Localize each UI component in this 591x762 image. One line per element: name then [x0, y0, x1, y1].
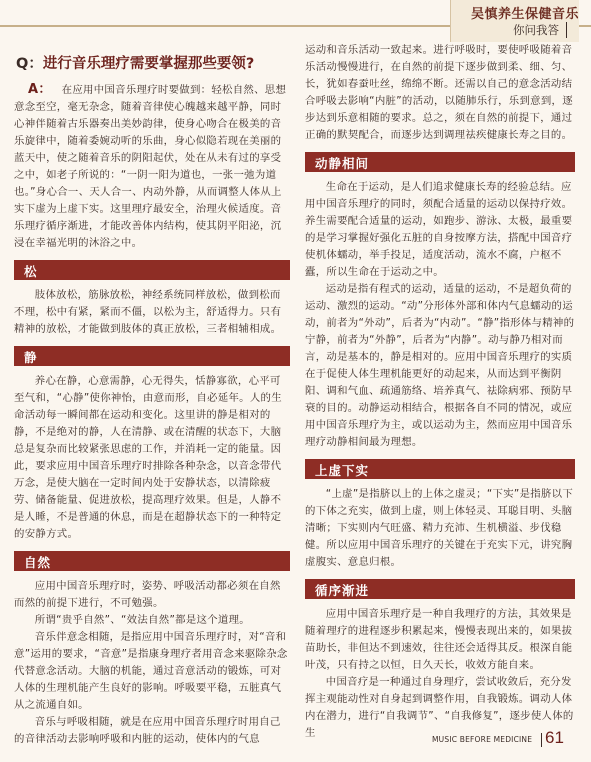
section-title: 上虚下实 — [315, 463, 370, 478]
left-column — [14, 44, 290, 748]
section-title: 自然 — [24, 555, 52, 570]
question-heading — [16, 52, 290, 73]
paragraph: 音乐与呼吸相随，就是在应用中国音乐理疗时用自己的音律活动去影响呼吸和内脏的运动，使体内的气息 — [14, 716, 281, 745]
section-heading-shangxu — [305, 459, 575, 479]
section-bar — [14, 260, 290, 280]
paragraph: 养心在静，心意需静，心无得失，恬静寡欲，心平可至气和，“心静”使你神怡，由意而形，自必延年。人的生命活动每一瞬间都在运动和变化。这里讲的静是相对的静，不是绝对的静，人在清静、或在清醒的状态下，大脑总是复杂而比较紧张思虑的工作，并消耗一定的能量。因此，要求应用中国音乐理疗时排除各种杂念，以音念带代万念，是使大脑在一定时间内处于安静状态，以清除疲劳、储备能量、促进放松，提高理疗效果。但是，人静不是人睡，不是普通的休息，而是在超静状态下的一种特定的安静方式。 — [14, 375, 282, 540]
paragraph: 所谓“贵乎自然”、“效法自然”都是这个道理。 — [34, 614, 250, 626]
section-heading-ziran — [14, 551, 290, 571]
section-title: 动静相间 — [315, 156, 370, 171]
paragraph: 中国音疗是一种通过自身理疗，尝试收敛后，充分发挥主观能动性对自身起到调整作用，自我锻炼。调动人体内在潜力，进行“自我调节”、“自我修复”，逐步使人体的生 — [305, 676, 574, 739]
section-bar — [14, 551, 290, 571]
answer-intro — [14, 81, 290, 252]
paragraph: 应用中国音乐理疗时，姿势、呼吸活动都必须在自然而然的前提下进行，不可勉强。 — [14, 580, 281, 609]
page-number: 61 — [545, 728, 564, 747]
section-heading-jing — [14, 346, 290, 366]
section-heading-xunxu — [305, 579, 575, 599]
paragraph: 音乐伴意念相随，是指应用中国音乐理疗时，对“音和意”运用的要求，“音意”是指康身理疗者用音念来驱除杂念代替意念活动。大脑的机能，通过音意活动的锻炼，可对人体的生理机能产生良好的影响。呼吸要平稳，五脏真气从之流通自如。 — [14, 631, 288, 711]
answer-intro-text: 在应用中国音乐理疗时要做到：轻松自然、思想意念至空，毫无杂念，随着音律使心魄越来越平静，同时心神伴随着古乐器奏出美妙韵律，使身心吻合在极美的音乐旋律中，随着委婉动听的乐曲，身心似隐若现在美丽的蓝天中，使之随着音乐的阴阳起伏，处在从未有过的享受之中，如老子所说的：“一阴一阳为道也，一张一弛为道也。”身心合一、天人合一、内动外静，从而调整人体从上实下虚为上虚下实。这里理疗最安全，治理火候适度。音乐理疗循序渐进，才能改善体内结构，使其阴平阳泌，沉浸在幸福光明的沐浴之中。 — [14, 84, 287, 249]
paragraph: 应用中国音乐理疗是一种自我理疗的方法，其效果是随着理疗的进程逐步积累起来，慢慢表现出来的，如果拔苗助长，非但达不到速效，往往还会适得其反。根深自能叶茂，只有持之以恒，日久天长，收效方能自来。 — [305, 608, 573, 671]
paragraph: “上虚”是指脐以上的上体之虚灵；“下实”是指脐以下的下体之充实，做到上虚，则上体轻灵、耳聪目明、头脑清晰；下实则内气旺盛、精力充沛、生机横溢、步伐稳健。所以应用中国音乐理疗的关键在于充实下元，讲究胸虚腹实、意息归根。 — [305, 488, 574, 568]
answer-label: A： — [28, 82, 52, 97]
header-divider — [566, 22, 567, 38]
section-title: 静 — [24, 350, 38, 365]
right-column — [305, 42, 575, 742]
paragraph: 肢体放松，筋脉放松，神经系统同样放松，做到松而不理，松中有紧，紧而不僵，以松为主，舒适得力。只有精神的放松，才能做到肢体的真正放松，三者相辅相成。 — [14, 289, 282, 335]
section-bar — [14, 346, 290, 366]
paragraph: 生命在于运动，是人们追求健康长寿的经验总结。应用中国音乐理疗的同时，须配合适量的运动以保持疗效。养生需要配合适量的运动，如跑步、游泳、太极，最重要的是学习掌握好强化五脏的自身按摩方法，搭配中国音疗使机体蠕动，举手投足，适度活动，流水不腐，户枢不蠹，所以生命在于运动之中。 — [305, 181, 573, 278]
section-heading-song — [14, 260, 290, 280]
header-title: 吴慎养生保健音乐 — [470, 7, 579, 22]
header-subtitle: 你问我答 — [513, 23, 559, 37]
question-text: 进行音乐理疗需要掌握那些要领? — [42, 56, 255, 72]
section-heading-dongjing — [305, 152, 575, 172]
paragraph: 运动是指有程式的运动，适量的运动，不是超负荷的运动、激烈的运动。“动”分形体外部和体内气息蠕动的运动，前者为“外动”，后者为“内动”。“静”指形体与精神的宁静，前者为“外静”，后者为“内静”。动与静乃相对而言，动是基本的，静是相对的。应用中国音乐理疗的实质在于促使人体生理机能更好的动起来，从而达到平衡阴阳、调和气血、疏通筋络、培养真气、祛除病邪、预防早衰的目的。动静运动相结合，根据各自不同的情况，或应用中国音乐理疗为主，或以运动为主，然而应用中国音乐理疗动静相间最为理想。 — [305, 283, 575, 448]
section-title: 松 — [24, 264, 38, 279]
footer-divider — [541, 733, 542, 747]
question-label: Q： — [16, 56, 43, 72]
section-title: 循序渐进 — [315, 583, 370, 598]
paragraph-continued: 运动和音乐活动一致起来。进行呼吸时，要使呼吸随着音乐活动慢慢进行，在自然的前提下逐步做到柔、细、匀、长，犹如春蚕吐丝，绵绵不断。还需以自己的意念活动结合呼吸去影响“内脏”的活动，以随肺乐行，乐到意到，逐步达到乐意相随的要求。总之，须在自然的前提下，通过正确的默契配合，而逐步达到调理祛疾健康长寿之目的。 — [305, 44, 573, 141]
footer-tagline: MUSIC BEFORE MEDICINE — [432, 735, 533, 744]
